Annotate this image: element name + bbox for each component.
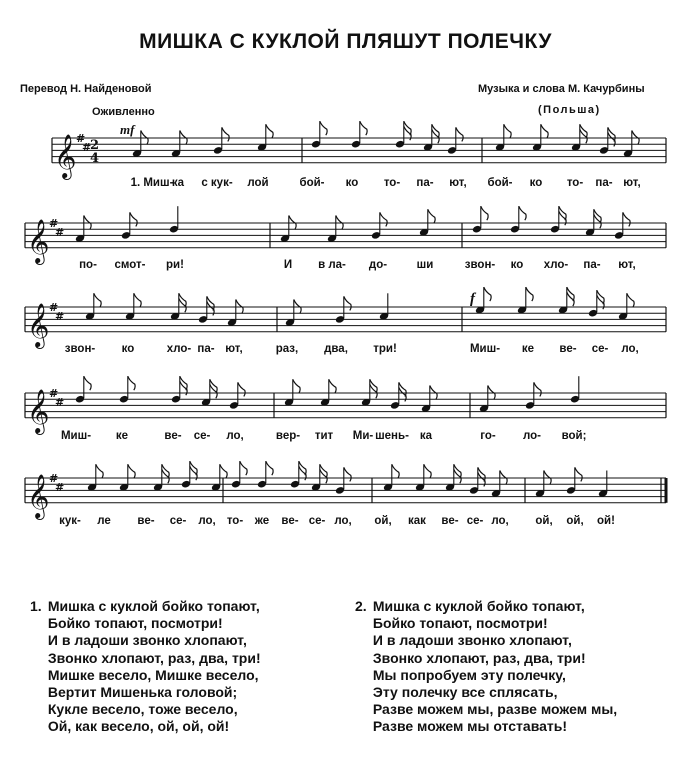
- lyric-syllable: ри!: [166, 259, 184, 271]
- treble-clef-icon: 𝄞: [27, 473, 50, 518]
- tempo-marking: Оживленно: [92, 106, 155, 118]
- note-flag: [541, 124, 548, 138]
- lyric-syllable: се-: [308, 515, 326, 527]
- lyric-syllable: па-: [595, 177, 613, 189]
- lyric-syllable: звон-: [64, 343, 96, 355]
- lyric-syllable: ве-: [559, 343, 577, 355]
- dynamic-f: f: [470, 291, 475, 307]
- note-flag: [293, 379, 300, 393]
- sharp-icon: #: [49, 387, 59, 400]
- time-signature-bottom: 4: [90, 151, 100, 166]
- lyric-syllable: ой,: [535, 515, 553, 527]
- treble-clef-icon: 𝄞: [27, 302, 50, 347]
- verse-line: И в ладоши звонко хлопают,: [47, 632, 247, 649]
- staff-4: [25, 376, 666, 442]
- lyric-syllable: го-: [480, 430, 496, 442]
- lyric-syllable: ши: [416, 259, 434, 271]
- lyric-syllable: ют,: [623, 177, 641, 189]
- lyric-syllable: па-: [197, 343, 215, 355]
- note-flag: [96, 464, 103, 478]
- lyric-syllable: И: [283, 259, 293, 271]
- note-flag: [456, 127, 463, 141]
- music-credit: Музыка и слова М. Качурбины: [478, 83, 645, 95]
- lyric-syllable: вер-: [275, 430, 301, 442]
- lyric-syllable: в ла-: [318, 259, 346, 271]
- verse-line: Эту полечку все сплясать,: [372, 684, 558, 701]
- lyric-syllable: смот-: [114, 259, 146, 271]
- lyric-syllable: шень-: [375, 430, 409, 442]
- lyric-syllable: три!: [373, 343, 397, 355]
- note: [169, 206, 179, 233]
- lyric-syllable: се-: [466, 515, 484, 527]
- lyric-syllable: ве-: [164, 430, 182, 442]
- note-flag: [128, 376, 135, 390]
- sharp-icon: #: [55, 310, 65, 323]
- verse-line: Вертит Мишенька головой;: [47, 684, 238, 701]
- note-flag: [623, 212, 630, 226]
- lyric-syllable: ло,: [491, 515, 509, 527]
- note-flag: [220, 464, 227, 478]
- lyric-syllable: се-: [193, 430, 211, 442]
- lyric-syllable: то-: [226, 515, 244, 527]
- lyric-syllable: раз,: [275, 343, 299, 355]
- lyric-syllable: лой: [247, 177, 269, 189]
- verse-line: 2. Мишка с куклой бойко топают,: [355, 598, 585, 614]
- lyric-syllable: хло-: [166, 343, 192, 355]
- note-flag: [94, 293, 101, 307]
- song-title: МИШКА С КУКЛОЙ ПЛЯШУТ ПОЛЕЧКУ: [139, 30, 552, 53]
- verse-line: Мы попробуем эту полечку,: [372, 666, 566, 683]
- verse-line: Разве можем мы, разве можем мы,: [372, 701, 618, 718]
- sharp-icon: #: [49, 217, 59, 230]
- note-flag: [360, 121, 367, 135]
- note-flag: [266, 461, 273, 475]
- staff-2: [25, 206, 666, 271]
- verse-line: Бойко топают, посмотри!: [47, 615, 223, 632]
- lyric-syllable: ве-: [281, 515, 299, 527]
- lyric-syllable: ле: [97, 515, 111, 527]
- time-signature-top: 2: [90, 138, 100, 153]
- sharp-icon: #: [49, 472, 59, 485]
- verse-line: Мишке весело, Мишке весело,: [47, 666, 259, 683]
- note: [570, 376, 580, 403]
- lyric-syllable: па-: [416, 177, 434, 189]
- lyric-syllable: то-: [383, 177, 401, 189]
- note: [517, 287, 533, 314]
- lyric-syllable: ло,: [621, 343, 639, 355]
- verse-line: Звонко хлопают, раз, два, три!: [47, 649, 261, 666]
- verse-number: 2.: [355, 598, 367, 614]
- note-flag: [128, 464, 135, 478]
- dynamic-mf: mf: [120, 122, 135, 137]
- sharp-icon: #: [49, 301, 59, 314]
- lyric-syllable: два,: [324, 343, 348, 355]
- sharp-icon: #: [76, 132, 86, 145]
- lyric-syllable: бой-: [299, 177, 325, 189]
- lyric-syllable: ло-: [522, 430, 542, 442]
- note-flag: [424, 464, 431, 478]
- lyric-syllable: ют,: [618, 259, 636, 271]
- note-flag: [575, 467, 582, 481]
- note-flag: [344, 467, 351, 481]
- treble-clef-icon: 𝄞: [54, 133, 77, 178]
- verse-1: [30, 598, 261, 736]
- note-flag: [266, 124, 273, 138]
- verse-line: И в ладоши звонко хлопают,: [372, 632, 572, 649]
- note-flag: [534, 382, 541, 396]
- lyric-syllable: ой!: [597, 515, 615, 527]
- note-flag: [380, 212, 387, 226]
- verse-line: Кукле весело, тоже весело,: [47, 701, 238, 718]
- lyric-syllable: ве-: [441, 515, 459, 527]
- note-flag: [240, 461, 247, 475]
- note-flag: [84, 376, 91, 390]
- sharp-icon: #: [55, 481, 65, 494]
- lyric-syllable: тит: [314, 430, 334, 442]
- treble-clef-icon: 𝄞: [27, 388, 50, 433]
- lyric-syllable: се-: [591, 343, 609, 355]
- lyric-syllable: ке: [115, 430, 129, 442]
- lyric-syllable: хло-: [543, 259, 569, 271]
- lyric-syllable: бой-: [487, 177, 513, 189]
- lyric-syllable: Ми-: [352, 430, 374, 442]
- note-flag: [519, 206, 526, 220]
- note-flag: [392, 464, 399, 478]
- lyric-syllable: ло,: [334, 515, 352, 527]
- lyric-syllable: кук-: [59, 515, 81, 527]
- lyric-syllable: ве-: [137, 515, 155, 527]
- note-flag: [484, 287, 491, 301]
- verse-2: [355, 598, 617, 736]
- lyric-syllable: с кук-: [201, 177, 233, 189]
- lyric-syllable: звон-: [464, 259, 496, 271]
- lyric-syllable: ко: [510, 259, 524, 271]
- note: [475, 287, 491, 314]
- note-flag: [222, 127, 229, 141]
- note-flag: [238, 382, 245, 396]
- lyric-syllable: вой;: [561, 430, 587, 442]
- sharp-icon: #: [82, 141, 92, 154]
- verse-line: Ой, как весело, ой, ой, ой!: [47, 718, 230, 735]
- note-flag: [526, 287, 533, 301]
- lyric-syllable: ют,: [449, 177, 467, 189]
- lyric-syllable: ко: [121, 343, 135, 355]
- note-flag: [428, 209, 435, 223]
- lyric-syllable: ка: [171, 177, 185, 189]
- lyric-syllable: ют,: [225, 343, 243, 355]
- note-flag: [134, 293, 141, 307]
- verse-line: 1. Мишка с куклой бойко топают,: [30, 598, 260, 614]
- note-flag: [344, 296, 351, 310]
- note-flag: [481, 206, 488, 220]
- note-flag: [130, 212, 137, 226]
- staff-1: [52, 121, 666, 189]
- lyric-syllable: же: [254, 515, 270, 527]
- treble-clef-icon: 𝄞: [27, 218, 50, 263]
- lyric-syllable: ке: [521, 343, 535, 355]
- lyric-syllable: ло,: [198, 515, 216, 527]
- staff-3: [25, 287, 666, 355]
- note-flag: [504, 124, 511, 138]
- lyric-syllable: то-: [566, 177, 584, 189]
- lyric-syllable: как: [408, 515, 426, 527]
- verse-line: Звонко хлопают, раз, два, три!: [372, 649, 586, 666]
- verse-number: 1.: [30, 598, 42, 614]
- lyric-syllable: Миш-: [60, 430, 92, 442]
- note-flag: [329, 379, 336, 393]
- note-flag: [320, 121, 327, 135]
- note-flag: [627, 293, 634, 307]
- sharp-icon: #: [55, 396, 65, 409]
- lyric-syllable: по-: [79, 259, 97, 271]
- lyric-syllable: ко: [345, 177, 359, 189]
- lyric-syllable: се-: [169, 515, 187, 527]
- sharp-icon: #: [55, 226, 65, 239]
- country-label: (Польша): [538, 104, 601, 116]
- lyric-syllable: ко: [529, 177, 543, 189]
- lyric-syllable: ой,: [566, 515, 584, 527]
- lyric-syllable: ло,: [226, 430, 244, 442]
- lyric-syllable: па-: [583, 259, 601, 271]
- lyric-syllable: 1. Миш-: [130, 177, 174, 189]
- note: [558, 287, 574, 314]
- translation-credit: Перевод Н. Найденовой: [20, 83, 152, 95]
- lyric-syllable: ка: [419, 430, 433, 442]
- lyric-syllable: ой,: [374, 515, 392, 527]
- staff-5: [25, 461, 666, 527]
- lyric-syllable: до-: [368, 259, 388, 271]
- lyric-syllable: Миш-: [469, 343, 501, 355]
- verse-line: Бойко топают, посмотри!: [372, 615, 548, 632]
- verse-line: Разве можем мы отставать!: [372, 718, 568, 735]
